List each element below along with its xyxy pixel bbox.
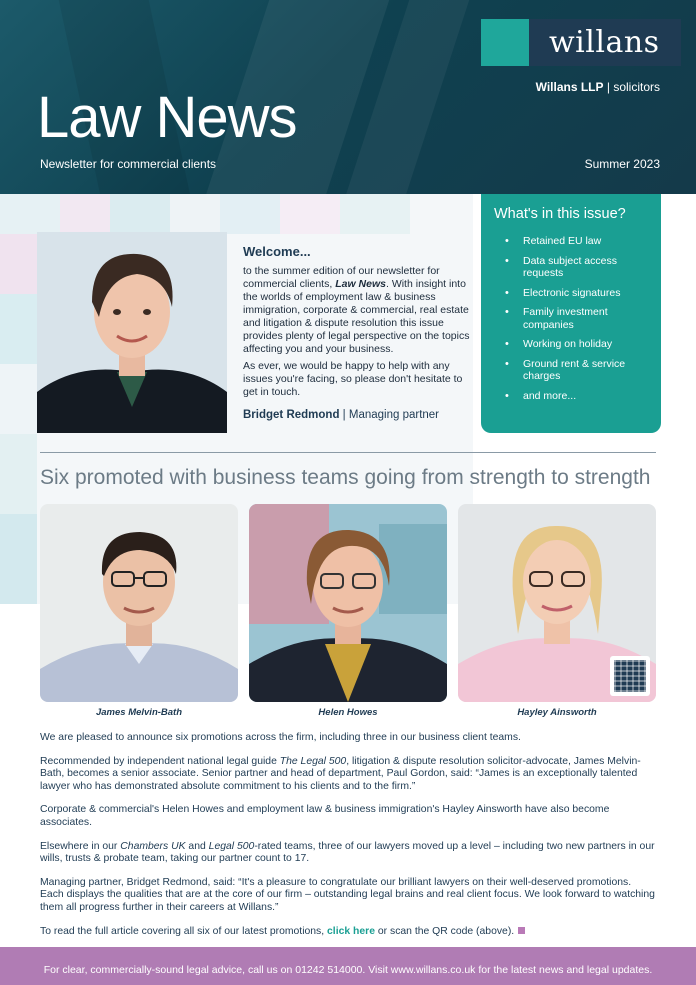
firm-tagline [536, 80, 660, 94]
guide-name: Chambers UK [120, 840, 186, 852]
article-headline: Six promoted with business teams going from strength to strength [40, 466, 651, 489]
photo-caption: James Melvin-Bath [95, 707, 183, 718]
portrait-illustration [249, 504, 447, 702]
mosaic-tile [0, 294, 37, 364]
person-photo-helen [249, 504, 447, 702]
photo-caption: Hayley Ainsworth [517, 707, 597, 718]
signature-separator: | [339, 409, 349, 421]
section-divider [40, 452, 656, 453]
qr-code[interactable] [610, 656, 650, 696]
welcome-paragraph: As ever, we would be happy to help with any issues you're facing, so please don't hesitate to get in touch. [243, 360, 463, 398]
article-paragraph: Corporate & commercial's Helen Howes and employment law & business immigration's Hayley Ainsworth have also become associates. [40, 804, 610, 828]
welcome-section [243, 238, 473, 421]
footer-bar [0, 947, 696, 985]
contents-item[interactable]: • Working on holiday [505, 338, 653, 351]
contents-item[interactable]: • Retained EU law [505, 235, 653, 248]
firm-type: solicitors [613, 80, 660, 94]
article-text: To read the full article covering all six of our latest promotions, [40, 925, 328, 937]
signature-role: Managing partner [348, 409, 440, 421]
portrait-illustration [37, 232, 227, 433]
end-mark-icon [518, 927, 525, 934]
publication-name: Law News [335, 278, 386, 290]
contents-item[interactable]: • Family investment companies [505, 306, 653, 331]
contents-list [505, 235, 653, 409]
article-paragraph [40, 841, 656, 866]
mosaic-tile [0, 194, 60, 234]
article-paragraph: Managing partner, Bridget Redmond, said: “It's a pleasure to congratulate our brilliant lawyers on their well-deserved promotions. Each displays the qualities that are at the core of our firm – outstanding legal brains and real client focus. We look forward to watching them all progress further in their careers at Willans.” [40, 876, 655, 913]
article-paragraph [40, 926, 656, 939]
contents-panel [481, 194, 661, 433]
person-photo-james [40, 504, 238, 702]
article-text: -rated teams, three of our lawyers moved up a level – including two new partners in our wills, trusts & probate team, taking our partner count to 17. [40, 840, 655, 865]
article-text: Recommended by independent national legal guide [40, 755, 280, 767]
article-text: , litigation & dispute resolution solicitor-advocate, James Melvin-Bath, becomes a senior associate. Senior partner and head of department, Paul Gordon, said: “James is an exceptionally talented lawyer who has demonstrated absolute commitment to his clients and to the firm.” [40, 755, 641, 792]
mosaic-tile [0, 234, 37, 294]
contents-item[interactable]: • Ground rent & service charges [505, 358, 653, 383]
guide-name: Legal 500 [208, 840, 255, 852]
article-text: Elsewhere in our [40, 840, 121, 852]
firm-separator: | [603, 80, 614, 94]
welcome-text: to the summer edition of our newsletter for commercial clients, [243, 265, 440, 290]
contents-heading: What's in this issue? [494, 206, 626, 222]
newsletter-subtitle: Newsletter for commercial clients [40, 157, 217, 171]
article-text: or scan the QR code (above). [374, 925, 515, 937]
mosaic-tile [340, 194, 410, 234]
portrait-illustration [40, 504, 238, 702]
mosaic-tile [60, 194, 110, 234]
article-paragraph [40, 756, 656, 794]
mosaic-tile [220, 194, 280, 234]
mosaic-tile [280, 194, 340, 234]
issue-date: Summer 2023 [584, 157, 660, 171]
article-body [40, 732, 656, 949]
newsletter-title: Law News [37, 85, 297, 150]
managing-partner-photo [37, 232, 227, 433]
logo-wordmark: willans [549, 25, 660, 60]
full-article-link[interactable]: click here [327, 925, 375, 937]
article-paragraph: We are pleased to announce six promotions across the firm, including three in our business client teams. [40, 732, 521, 743]
mosaic-tile [110, 194, 170, 234]
signature-name: Bridget Redmond [243, 409, 340, 421]
mosaic-tile [0, 434, 37, 514]
welcome-signature [243, 409, 473, 421]
mosaic-tile [0, 514, 37, 604]
qr-code-pattern [614, 660, 646, 692]
welcome-text: . With insight into the worlds of employment law & business immigration, corporate & commercial, real estate and litigation & dispute resolution this issue provides plenty of legal perspective on the topics affecting you and your business. [243, 278, 470, 355]
willans-logo [481, 19, 681, 66]
mosaic-tile [170, 194, 220, 234]
welcome-paragraph [243, 265, 473, 356]
contents-item[interactable]: • Data subject access requests [505, 255, 653, 280]
guide-name: The Legal 500 [279, 755, 347, 767]
logo-teal-block [481, 19, 529, 66]
welcome-heading: Welcome... [243, 244, 311, 259]
contents-item[interactable]: • and more... [505, 390, 653, 403]
masthead [0, 0, 696, 194]
firm-name: Willans LLP [535, 80, 604, 94]
footer-contact-text: For clear, commercially-sound legal advice, call us on 01242 514000. Visit www.willans.co.uk for the latest news and legal updates. [43, 964, 653, 976]
photo-caption: Helen Howes [318, 707, 378, 718]
mosaic-tile [0, 364, 37, 434]
contents-item[interactable]: • Electronic signatures [505, 287, 653, 300]
article-text: and [185, 840, 209, 852]
